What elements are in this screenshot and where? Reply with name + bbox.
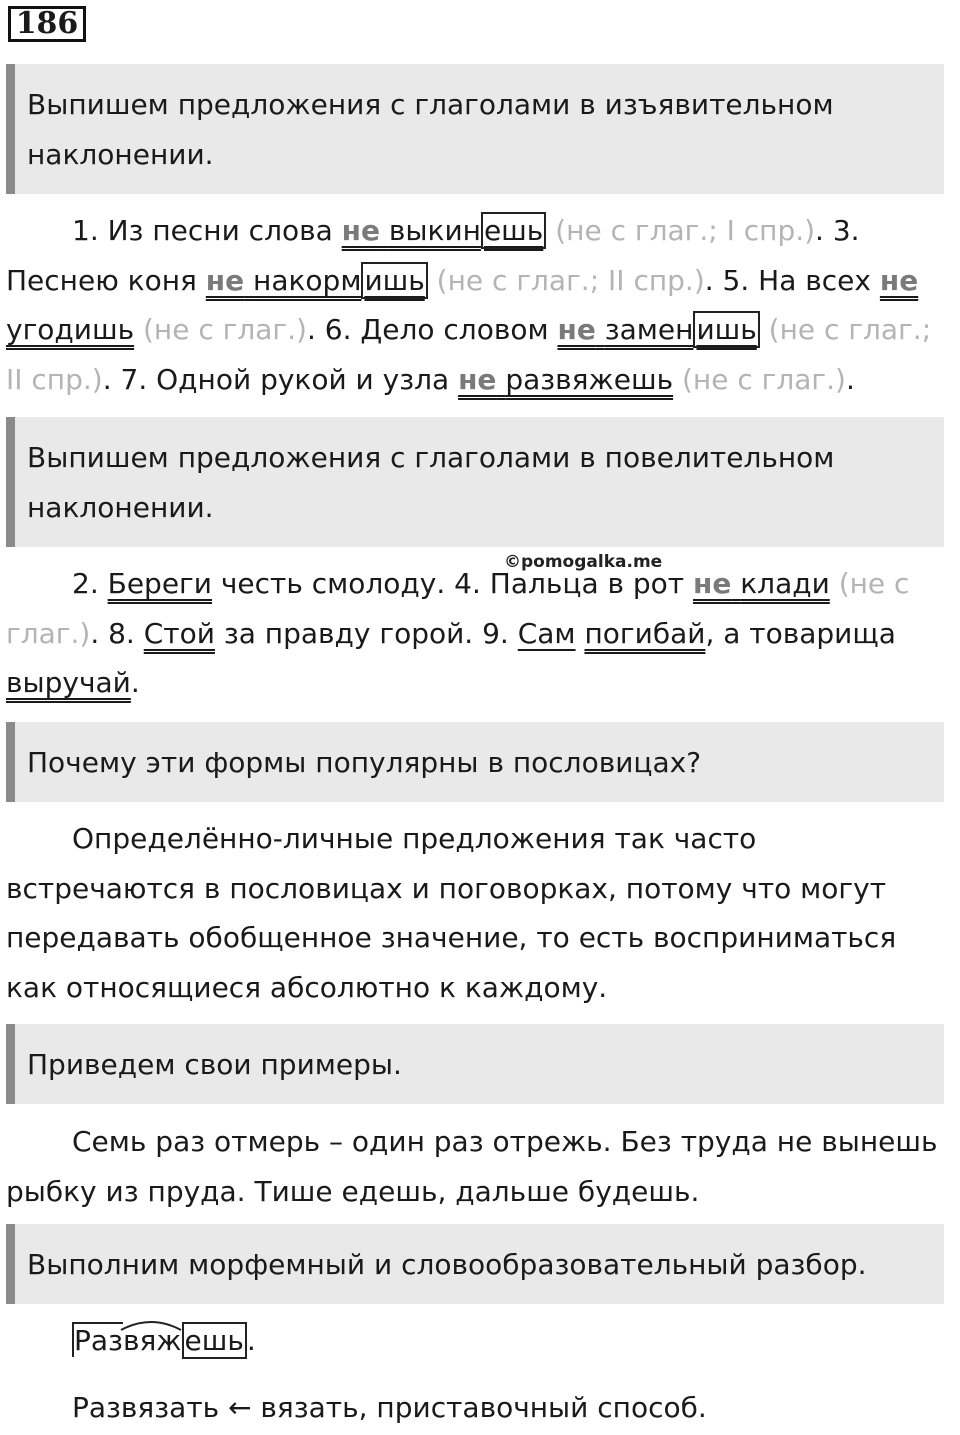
exercise-number: 186 [8,6,86,42]
verb-pogibay: погибай [584,616,706,650]
verb-ugodish: не угодишь [6,263,919,346]
ending-box: ишь [693,311,759,348]
answer-block-3: Определённо-личные предложения так часто встречаются в пословицах и поговорках, потому что могут передавать обобщенное значение, то есть восприниматься как относящиеся абсолютно к каждому. [6,822,897,1004]
verb-vyruchay: выручай [6,666,131,699]
verb-kladi: не клади [693,567,830,600]
ending-box: ишь [361,262,427,299]
task-heading-2: Выпишем предложения с глаголами в повелительном наклонении. [6,417,944,547]
task-heading-3: Почему эти формы популярны в пословицах? [6,722,944,802]
ending-box: ешь [481,212,546,249]
answer-block-1: 1. Из песни слова не выкин ешь (не с глаг.; I спр.). 3. Песнею коня не накорм ишь (не с глаг.; II спр.). 5. На всех не угодишь (не с глаг.). 6. Дело словом не замен ишь (не с глаг.; II спр.). 7. Одной рукой и узла не развяжешь (не с глаг.). [6,214,932,396]
task-heading-4: Приведем свои примеры. [6,1024,944,1104]
verb-nakormish: не накорм ишь [206,262,428,299]
prefix-mark: Раз [74,1324,123,1357]
task-heading-5: Выполним морфемный и словообразовательный разбор. [6,1224,944,1304]
answer-block-2: 2. Береги честь смолоду. 4. Пальца в рот не клади (не с глаг.). 8. Стой за правду горой. 9. Сам погибай, а товарища выручай. [6,567,910,699]
subject-sam: Сам [517,616,576,650]
watermark: ©pomogalka.me [504,552,663,572]
task-heading-1: Выпишем предложения с глаголами в изъявительном наклонении. [6,64,944,194]
note: (не с глаг.) [6,567,910,650]
note: (не с глаг.) [681,362,846,396]
morpheme-analysis: Развяж ешь . [72,1316,942,1366]
verb-razvyazhesh: не развяжешь [458,362,674,396]
note: (не с глаг.; II спр.) [6,313,932,396]
note: (не с глаг.; I спр.) [555,214,816,247]
ending-box: ешь [182,1322,247,1359]
root-mark: вяж [123,1324,182,1357]
root-arc-icon [119,1318,183,1332]
note: (не с глаг.) [143,313,307,346]
arrow-icon: ← [219,1391,261,1424]
word-formation: Развязать ← вязать, приставочный способ. [72,1391,707,1424]
verb-stoy: Стой [143,616,215,650]
answer-block-4: Семь раз отмерь – один раз отрежь. Без труда не вынешь рыбку из пруда. Тише едешь, дальше будешь. [6,1125,938,1208]
verb-vykinesh: не выкин ешь [342,212,547,249]
note: (не с глаг.; II спр.) [436,263,705,297]
verb-beregi: Береги [107,567,212,600]
verb-zamenish: не замен ишь [557,311,759,348]
